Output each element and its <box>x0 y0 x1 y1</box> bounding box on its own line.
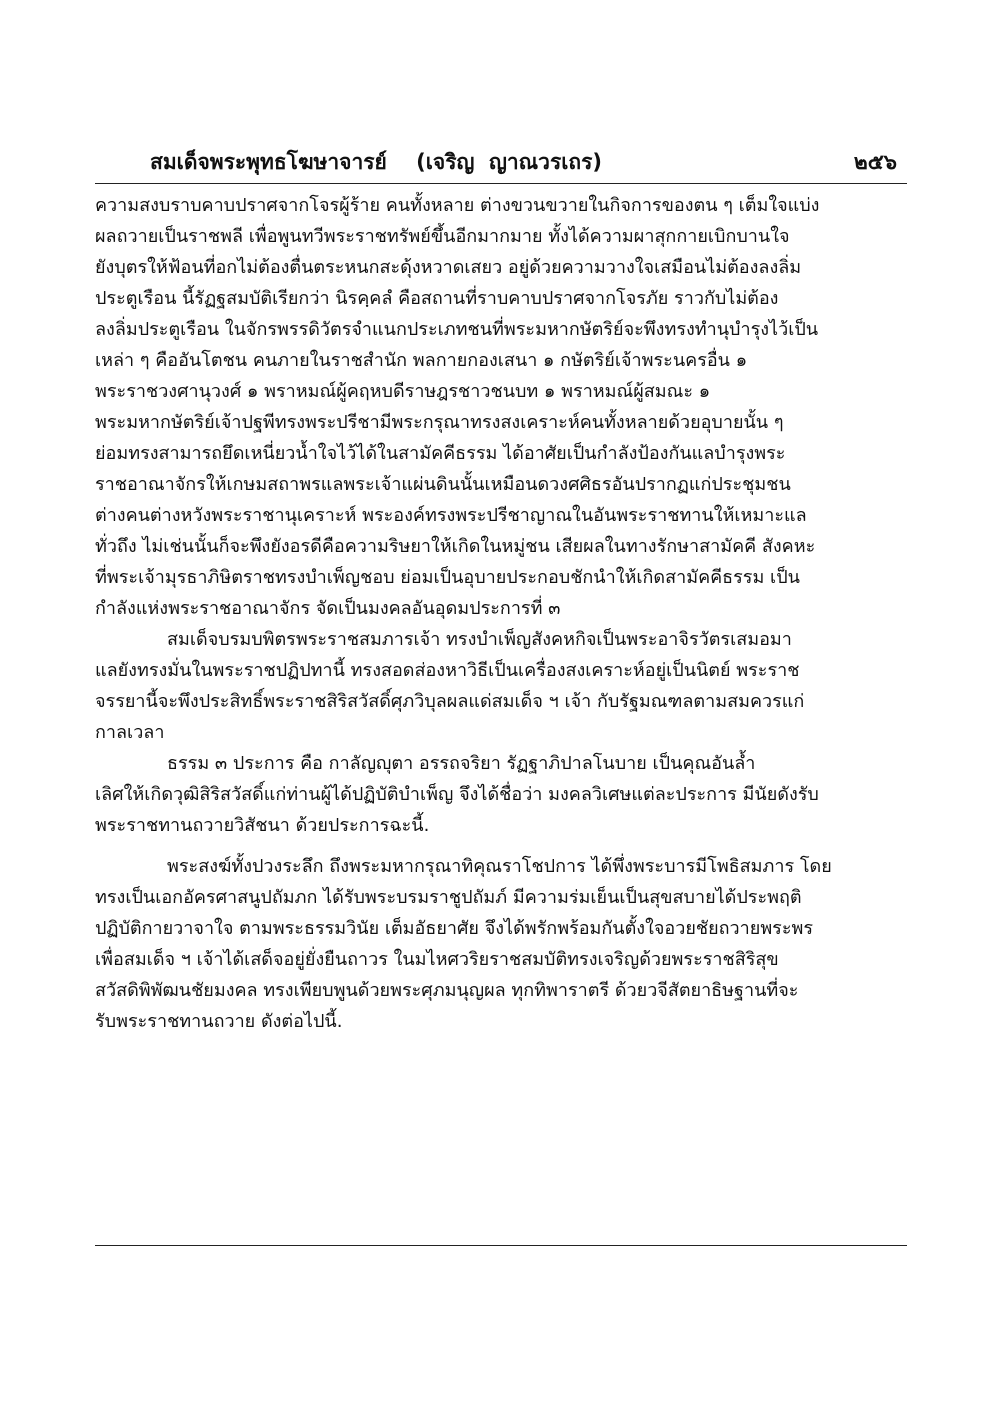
text-line: สวัสดิพิพัฒนชัยมงคล ทรงเพียบพูนด้วยพระศุภมนุญผล ทุกทิพาราตรี ด้วยวจีสัตยาธิษฐานที่จะ <box>95 980 799 1001</box>
text-line: จรรยานี้จะพึงประสิทธิ์พระราชสิริสวัสดิ์ศุภวิบุลผลแด่สมเด็จ ฯ เจ้า กับรัฐมณฑลตามสมควรแก่ <box>95 691 805 712</box>
text-line: พระราชทานถวายวิสัชนา ด้วยประการฉะนี้. <box>95 815 430 836</box>
page-number: ๒๕๖ <box>853 150 897 174</box>
text-line: พระสงฆ์ทั้งปวงระลึก ถึงพระมหากรุณาทิคุณราโชปการ ได้พึ่งพระบารมีโพธิสมภาร โดย <box>167 856 832 877</box>
text-line: ราชอาณาจักรให้เกษมสถาพรแลพระเจ้าแผ่นดินนั้นเหมือนดวงศศิธรอันปรากฏแก่ประชุมชน <box>95 474 791 495</box>
text-line: แลยังทรงมั่นในพระราชปฏิปทานี้ ทรงสอดส่องหาวิธีเป็นเครื่องสงเคราะห์อยู่เป็นนิตย์ พระราช <box>95 660 800 681</box>
paragraph-gap <box>95 841 907 851</box>
text-line: ประตูเรือน นี้รัฏฐสมบัติเรียกว่า นิรคฺคลํ คือสถานที่ราบคาบปราศจากโจรภัย ราวกับไม่ต้อง <box>95 288 779 309</box>
text-line: ทรงเป็นเอกอัครศาสนูปถัมภก ได้รับพระบรมราชูปถัมภ์ มีความร่มเย็นเป็นสุขสบายได้ประพฤติ <box>95 887 802 908</box>
text-line: ปฏิบัติกายวาจาใจ ตามพระธรรมวินัย เต็มอัธยาศัย จึงได้พรักพร้อมกันตั้งใจอวยชัยถวายพระพร <box>95 918 814 939</box>
text-line: ธรรม ๓ ประการ คือ กาลัญญุตา อรรถจริยา รัฏฐาภิปาลโนบาย เป็นคุณอันล้ำ <box>167 753 756 774</box>
paragraph-2 <box>95 624 907 748</box>
text-line: ลงลิ่มประตูเรือน ในจักรพรรดิวัตรจำแนกประเภทชนที่พระมหากษัตริย์จะพึงทรงทำนุบำรุงไว้เป็น <box>95 319 819 340</box>
text-line: ที่พระเจ้ามุรธาภิษิตราชทรงบำเพ็ญชอบ ย่อมเป็นอุบายประกอบชักนำให้เกิดสามัคคีธรรม เป็น <box>95 567 800 588</box>
text-line: กาลเวลา <box>95 722 165 743</box>
text-line: ทั่วถึง ไม่เช่นนั้นก็จะพึงยังอรดีคือความริษยาให้เกิดในหมู่ชน เสียผลในทางรักษาสามัคคี สังคหะ <box>95 536 816 557</box>
text-line: พระราชวงศานุวงศ์ ๑ พราหมณ์ผู้คฤหบดีราษฎรชาวชนบท ๑ พราหมณ์ผู้สมณะ ๑ <box>95 381 711 402</box>
header-title: สมเด็จพระพุทธโฆษาจารย์ (เจริญ ญาณวรเถร) <box>150 150 602 174</box>
body-text <box>95 190 907 1037</box>
text-line: ย่อมทรงสามารถยึดเหนี่ยวน้ำใจไว้ได้ในสามัคคีธรรม ได้อาศัยเป็นกำลังป้องกันแลบำรุงพระ <box>95 443 786 464</box>
text-line: สมเด็จบรมบพิตรพระราชสมภารเจ้า ทรงบำเพ็ญสังคหกิจเป็นพระอาจิรวัตรเสมอมา <box>167 629 792 650</box>
text-line: เพื่อสมเด็จ ฯ เจ้าได้เสด็จอยู่ยั่งยืนถาวร ในมไหศวริยราชสมบัติทรงเจริญด้วยพระราชสิริสุข <box>95 949 779 970</box>
text-line: ต่างคนต่างหวังพระราชานุเคราะห์ พระองค์ทรงพระปรีชาญาณในอันพระราชทานให้เหมาะแล <box>95 505 807 526</box>
text-line: กำลังแห่งพระราชอาณาจักร จัดเป็นมงคลอันอุดมประการที่ ๓ <box>95 598 561 619</box>
text-line: เหล่า ๆ คืออันโตชน คนภายในราชสำนัก พลกายกองเสนา ๑ กษัตริย์เจ้าพระนครอื่น ๑ <box>95 350 748 371</box>
text-line: ยังบุตรให้ฟ้อนที่อกไม่ต้องตื่นตระหนกสะดุ้งหวาดเสยว อยู่ด้วยความวางใจเสมือนไม่ต้องลงลิ่ม <box>95 257 802 278</box>
paragraph-1 <box>95 190 907 624</box>
text-line: พระมหากษัตริย์เจ้าปฐพีทรงพระปรีชามีพระกรุณาทรงสงเคราะห์คนทั้งหลายด้วยอุบายนั้น ๆ <box>95 412 784 433</box>
header-divider <box>95 183 907 184</box>
paragraph-4 <box>95 851 907 1037</box>
footer-divider <box>95 1245 907 1246</box>
paragraph-3 <box>95 748 907 841</box>
running-header <box>95 146 907 182</box>
text-line: ความสงบราบคาบปราศจากโจรผู้ร้าย คนทั้งหลาย ต่างขวนขวายในกิจการของตน ๆ เต็มใจแบ่ง <box>95 195 820 216</box>
text-line: เลิศให้เกิดวุฒิสิริสวัสดิ์แก่ท่านผู้ได้ปฏิบัติบำเพ็ญ จึงได้ชื่อว่า มงคลวิเศษแต่ละประการ มีนัยดังรับ <box>95 784 819 805</box>
text-line: รับพระราชทานถวาย ดังต่อไปนี้. <box>95 1011 343 1032</box>
text-line: ผลถวายเป็นราชพลี เพื่อพูนทวีพระราชทรัพย์ขึ้นอีกมากมาย ทั้งได้ความผาสุกกายเบิกบานใจ <box>95 226 790 247</box>
